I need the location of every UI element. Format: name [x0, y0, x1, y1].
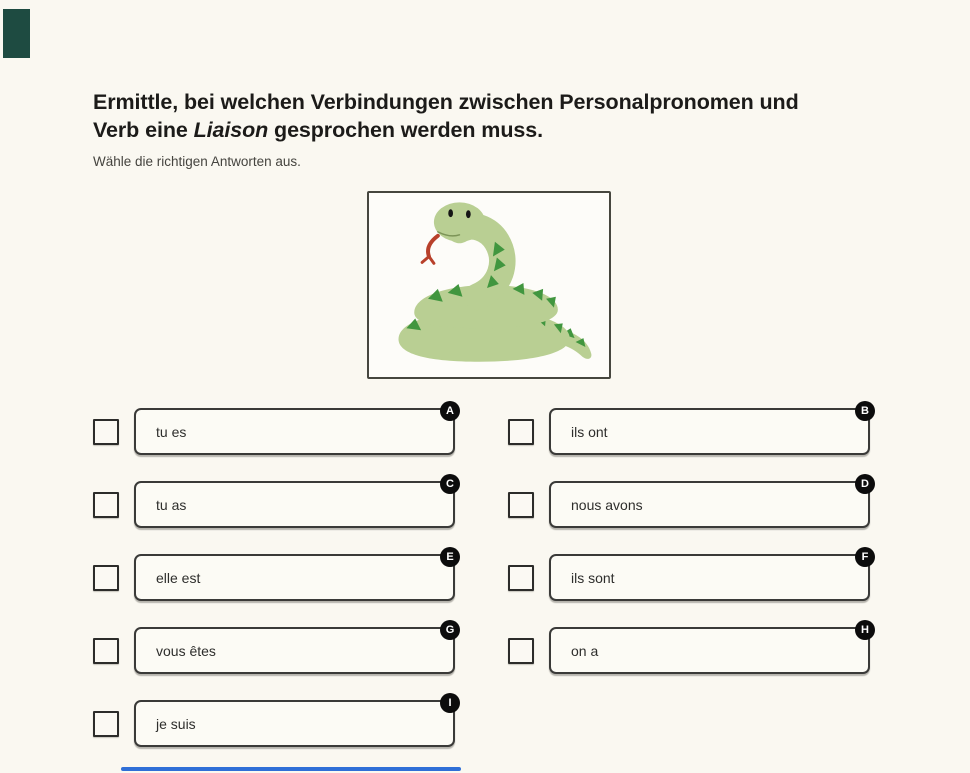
- corner-accent: [3, 9, 30, 58]
- answer-label: tu es: [156, 423, 187, 440]
- answer-label: elle est: [156, 569, 201, 586]
- answer-checkbox[interactable]: [508, 565, 534, 591]
- snake-image-card: [367, 191, 611, 379]
- answer-label: tu as: [156, 496, 187, 513]
- answer-label: nous avons: [571, 496, 643, 513]
- answer-options: [93, 404, 870, 747]
- answer-checkbox[interactable]: [508, 638, 534, 664]
- answer-checkbox[interactable]: [93, 711, 119, 737]
- exercise-header: [93, 88, 903, 170]
- answer-option-i: [93, 696, 455, 747]
- answer-box[interactable]: [549, 623, 870, 674]
- answer-checkbox[interactable]: [93, 492, 119, 518]
- title-line-2-post: gesprochen werden muss.: [268, 118, 543, 142]
- option-letter-badge: A: [440, 401, 460, 421]
- option-letter-badge: E: [440, 547, 460, 567]
- title-line-2: [93, 116, 903, 144]
- answer-label: on a: [571, 642, 599, 659]
- answer-option-d: [508, 477, 870, 528]
- answer-box[interactable]: [134, 696, 455, 747]
- answer-box[interactable]: [134, 477, 455, 528]
- answer-checkbox[interactable]: [508, 419, 534, 445]
- answer-box[interactable]: [134, 623, 455, 674]
- answer-option-g: [93, 623, 455, 674]
- answer-option-h: [508, 623, 870, 674]
- answer-label: je suis: [156, 715, 196, 732]
- answer-option-a: [93, 404, 455, 455]
- title-line-2-pre: Verb eine: [93, 118, 194, 142]
- answer-checkbox[interactable]: [93, 565, 119, 591]
- option-letter-badge: G: [440, 620, 460, 640]
- option-letter-badge: I: [440, 693, 460, 713]
- option-letter-badge: B: [855, 401, 875, 421]
- answer-option-e: [93, 550, 455, 601]
- answer-label: ils sont: [571, 569, 615, 586]
- snake-illustration: [369, 193, 609, 377]
- option-letter-badge: D: [855, 474, 875, 494]
- bottom-progress-line: [121, 767, 461, 771]
- answer-label: ils ont: [571, 423, 608, 440]
- answer-box[interactable]: [549, 404, 870, 455]
- answer-checkbox[interactable]: [508, 492, 534, 518]
- exercise-instruction: Wähle die richtigen Antworten aus.: [93, 154, 301, 169]
- answer-option-b: [508, 404, 870, 455]
- answer-box[interactable]: [134, 404, 455, 455]
- title-line-1: Ermittle, bei welchen Verbindungen zwischen Personalpronomen und: [93, 90, 799, 114]
- answer-box[interactable]: [549, 550, 870, 601]
- title-italic-term: Liaison: [193, 118, 269, 142]
- exercise-title: [93, 88, 903, 144]
- answer-checkbox[interactable]: [93, 638, 119, 664]
- option-letter-badge: H: [855, 620, 875, 640]
- answer-option-f: [508, 550, 870, 601]
- option-letter-badge: C: [440, 474, 460, 494]
- option-letter-badge: F: [855, 547, 875, 567]
- answer-label: vous êtes: [156, 642, 216, 659]
- answer-option-c: [93, 477, 455, 528]
- answer-checkbox[interactable]: [93, 419, 119, 445]
- answer-box[interactable]: [134, 550, 455, 601]
- answer-box[interactable]: [549, 477, 870, 528]
